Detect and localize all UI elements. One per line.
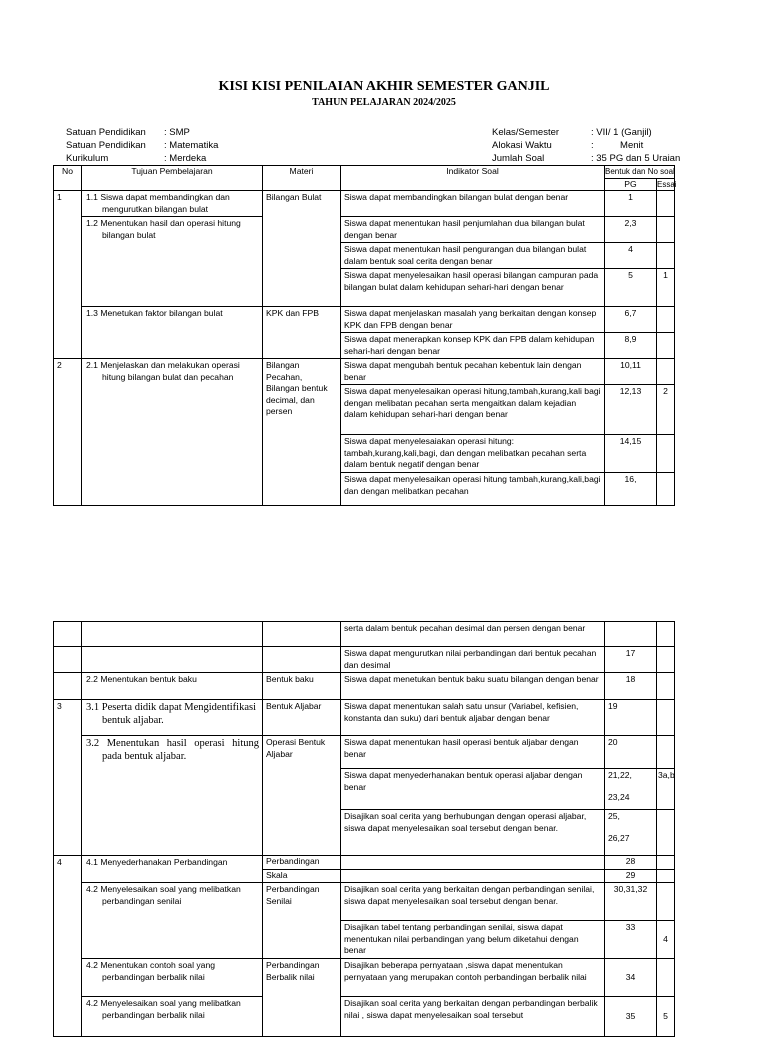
- cell-pg: 8,9: [605, 333, 657, 359]
- cell-indikator: Siswa dapat mengubah bentuk pecahan kebentuk lain dengan benar: [341, 359, 605, 385]
- cell-indikator: serta dalam bentuk pecahan desimal dan persen dengan benar: [341, 622, 605, 647]
- cell-pg: 20: [605, 736, 657, 769]
- cell-materi: KPK dan FPB: [263, 307, 341, 359]
- kisi-table-page1: [53, 165, 675, 506]
- meta-row: Alokasi Waktu : Menit: [492, 140, 644, 151]
- cell-essai: [657, 359, 675, 385]
- cell-materi: Bentuk Aljabar: [263, 700, 341, 736]
- cell-indikator: Siswa dapat menetukan bentuk baku suatu bilangan dengan benar: [341, 673, 605, 700]
- cell-essai: [657, 333, 675, 359]
- cell-indikator: Siswa dapat menyederhanakan bentuk operasi aljabar dengan benar: [341, 769, 605, 810]
- table-row: [54, 191, 675, 217]
- cell-pg: 28: [605, 856, 657, 870]
- cell-no: [54, 647, 82, 673]
- meta-left: [66, 126, 218, 165]
- cell-indikator: Siswa dapat menjelaskan masalah yang berkaitan dengan konsep KPK dan FPB dengan benar: [341, 307, 605, 333]
- header-indikator: Indikator Soal: [341, 166, 605, 191]
- cell-indikator: Siswa dapat menerapkan konsep KPK dan FPB dalam kehidupan sehari-hari dengan benar: [341, 333, 605, 359]
- table-row: [54, 673, 675, 700]
- cell-tujuan: 3.2 Menentukan hasil operasi hitung pada bentuk aljabar.: [82, 736, 263, 856]
- cell-essai: [657, 435, 675, 473]
- cell-indikator: Siswa dapat menentukan hasil pengurangan dua bilangan bulat dalam bentuk soal cerita dengan benar: [341, 243, 605, 269]
- header-essai: Essai: [657, 179, 677, 189]
- cell-essai: [657, 243, 675, 269]
- cell-essai: [657, 883, 675, 921]
- cell-no: [54, 622, 82, 647]
- cell-essai: [657, 307, 675, 333]
- cell-tujuan: [82, 647, 263, 673]
- cell-essai: [657, 622, 675, 647]
- cell-tujuan: 1.3 Menetukan faktor bilangan bulat: [82, 307, 263, 359]
- pg-line: 25,: [608, 811, 620, 821]
- pg-line: 23,24: [608, 791, 630, 802]
- cell-no: [54, 673, 82, 700]
- pg-line: 21,22,: [608, 770, 632, 780]
- header-bentuk: Bentuk dan No soal: [605, 167, 675, 176]
- cell-pg: [605, 769, 657, 810]
- cell-essai: [657, 959, 675, 997]
- cell-no: 1: [54, 191, 82, 359]
- meta-row: Kelas/Semester : VII/ 1 (Ganjil): [492, 127, 652, 138]
- cell-pg: 6,7: [605, 307, 657, 333]
- cell-indikator: Disajikan beberapa pernyataan ,siswa dapat menentukan pernyataan yang merupakan contoh perbandingan berbalik nilai: [341, 959, 605, 997]
- cell-pg: 10,11: [605, 359, 657, 385]
- cell-pg: 29: [605, 870, 657, 883]
- cell-pg: 12,13: [605, 385, 657, 435]
- table-row: [54, 700, 675, 736]
- cell-indikator: Siswa dapat menyelesaikan operasi hitung tambah,kurang,kali,bagi dan dengan melibatkan pecahan: [341, 473, 605, 506]
- table-row: [54, 883, 675, 921]
- cell-indikator: Siswa dapat menyelesaiakan operasi hitung: tambah,kurang,kali,bagi, dan dengan melibatkan pecahan serta dalam bentuk negatif dengan benar: [341, 435, 605, 473]
- table-row: [54, 307, 675, 333]
- cell-pg: 2,3: [605, 217, 657, 243]
- cell-pg: 35: [605, 997, 657, 1037]
- cell-indikator: Disajikan soal cerita yang berkaitan dengan perbandingan berbalik nilai , siswa dapat menyelesaikan soal tersebut: [341, 997, 605, 1037]
- cell-materi: [263, 647, 341, 673]
- cell-materi: Bentuk baku: [263, 673, 341, 700]
- cell-pg: [605, 810, 657, 856]
- cell-materi: Bilangan Bulat: [263, 191, 341, 307]
- cell-no: 4: [54, 856, 82, 1037]
- cell-pg: 17: [605, 647, 657, 673]
- cell-essai: [657, 473, 675, 506]
- header-tujuan: Tujuan Pembelajaran: [82, 166, 263, 191]
- cell-essai: 5: [657, 997, 675, 1037]
- document-subtitle: TAHUN PELAJARAN 2024/2025: [312, 97, 456, 108]
- cell-no: 3: [54, 700, 82, 856]
- table-row: [54, 997, 675, 1037]
- cell-pg: 33: [605, 921, 657, 959]
- cell-tujuan: 2.1 Menjelaskan dan melakukan operasi hitung bilangan bulat dan pecahan: [82, 359, 263, 506]
- header-materi: Materi: [263, 166, 341, 191]
- meta-right: [492, 126, 680, 165]
- cell-essai: [657, 700, 675, 736]
- table-row: [54, 359, 675, 385]
- cell-indikator: Siswa dapat menyelesaikan hasil operasi bilangan campuran pada bilangan bulat dalam kehidupan sehari-hari dengan benar: [341, 269, 605, 307]
- meta-row: Jumlah Soal : 35 PG dan 5 Uraian: [492, 153, 681, 164]
- cell-essai: [657, 870, 675, 883]
- cell-tujuan: 1.1 Siswa dapat membandingkan dan mengurutkan bilangan bulat: [82, 191, 263, 217]
- kisi-table-page2: [53, 621, 675, 1037]
- cell-materi: Perbandingan Senilai: [263, 883, 341, 959]
- cell-indikator: Siswa dapat menentukan salah satu unsur (Variabel, kefisien, konstanta dan suku) dari bentuk aljabar dengan benar: [341, 700, 605, 736]
- cell-materi: Perbandingan: [263, 856, 341, 870]
- cell-pg: [605, 622, 657, 647]
- meta-row: Satuan Pendidikan : Matematika: [66, 140, 219, 151]
- cell-indikator: [341, 870, 605, 883]
- cell-tujuan: [82, 622, 263, 647]
- cell-materi: Perbandingan Berbalik nilai: [263, 959, 341, 1037]
- cell-indikator: Siswa dapat menentukan hasil penjumlahan dua bilangan bulat dengan benar: [341, 217, 605, 243]
- cell-materi: Operasi Bentuk Aljabar: [263, 736, 341, 856]
- cell-essai: [657, 191, 675, 217]
- cell-essai: 1: [657, 269, 675, 307]
- cell-indikator: Siswa dapat menentukan hasil operasi bentuk aljabar dengan benar: [341, 736, 605, 769]
- cell-pg: 19: [605, 700, 657, 736]
- cell-pg: 4: [605, 243, 657, 269]
- cell-pg: 14,15: [605, 435, 657, 473]
- cell-materi: Skala: [263, 870, 341, 883]
- cell-essai: [657, 217, 675, 243]
- cell-indikator: Disajikan tabel tentang perbandingan senilai, siswa dapat menentukan nilai perbandingan yang belum diketahui dengan benar: [341, 921, 605, 959]
- cell-tujuan: 4.2 Menyelesaikan soal yang melibatkan perbandingan senilai: [82, 883, 263, 959]
- cell-pg: 34: [605, 959, 657, 997]
- cell-pg: 30,31,32: [605, 883, 657, 921]
- cell-pg: 1: [605, 191, 657, 217]
- cell-pg: 18: [605, 673, 657, 700]
- table-row: [54, 736, 675, 769]
- cell-indikator: [341, 856, 605, 870]
- cell-materi: [263, 622, 341, 647]
- cell-tujuan: 4.2 Menentukan contoh soal yang perbandingan berbalik nilai: [82, 959, 263, 997]
- cell-indikator: Disajikan soal cerita yang berhubungan dengan operasi aljabar, siswa dapat menyelesaikan soal tersebut dengan benar.: [341, 810, 605, 856]
- cell-essai: 4: [657, 921, 675, 959]
- cell-essai: [657, 673, 675, 700]
- pg-line: 26,27: [608, 832, 630, 843]
- cell-indikator: Disajikan soal cerita yang berkaitan dengan perbandingan senilai, siswa dapat menyelesaikan soal tersebut dengan benar.: [341, 883, 605, 921]
- cell-tujuan: 2.2 Menentukan bentuk baku: [82, 673, 263, 700]
- cell-indikator: Siswa dapat membandingkan bilangan bulat dengan benar: [341, 191, 605, 217]
- table-row: [54, 856, 675, 870]
- cell-tujuan: 1.2 Menentukan hasil dan operasi hitung bilangan bulat: [82, 217, 263, 307]
- cell-essai: [657, 647, 675, 673]
- cell-essai: 3a,b: [657, 769, 675, 810]
- header-no: No: [54, 166, 82, 191]
- table-header-row: [54, 166, 675, 179]
- meta-row: Satuan Pendidikan : SMP: [66, 127, 190, 138]
- meta-row: Kurikulum : Merdeka: [66, 153, 207, 164]
- cell-tujuan: 4.2 Menyelesaikan soal yang melibatkan perbandingan berbalik nilai: [82, 997, 263, 1037]
- table-row: [54, 647, 675, 673]
- document-title: KISI KISI PENILAIAN AKHIR SEMESTER GANJIL: [218, 79, 550, 94]
- table-row: [54, 959, 675, 997]
- cell-essai: [657, 810, 675, 856]
- table-row: [54, 622, 675, 647]
- cell-indikator: Siswa dapat mengurutkan nilai perbandingan dari bentuk pecahan dan desimal: [341, 647, 605, 673]
- header-pg: PG: [605, 178, 657, 191]
- cell-materi: Bilangan Pecahan, Bilangan bentuk decimal, dan persen: [263, 359, 341, 506]
- cell-indikator: Siswa dapat menyelesaikan operasi hitung,tambah,kurang,kali bagi dengan melibatan pecahan serta mengaitkan dalam kejadian dalam kehidupan sehari-hari dengan benar: [341, 385, 605, 435]
- cell-pg: 5: [605, 269, 657, 307]
- cell-pg: 16,: [605, 473, 657, 506]
- cell-tujuan: 4.1 Menyederhanakan Perbandingan: [82, 856, 263, 883]
- cell-essai: [657, 856, 675, 870]
- cell-essai: [657, 736, 675, 769]
- cell-tujuan: 3.1 Peserta didik dapat Mengidentifikasi bentuk aljabar.: [82, 700, 263, 736]
- cell-no: 2: [54, 359, 82, 506]
- table-row: [54, 217, 675, 243]
- cell-essai: 2: [657, 385, 675, 435]
